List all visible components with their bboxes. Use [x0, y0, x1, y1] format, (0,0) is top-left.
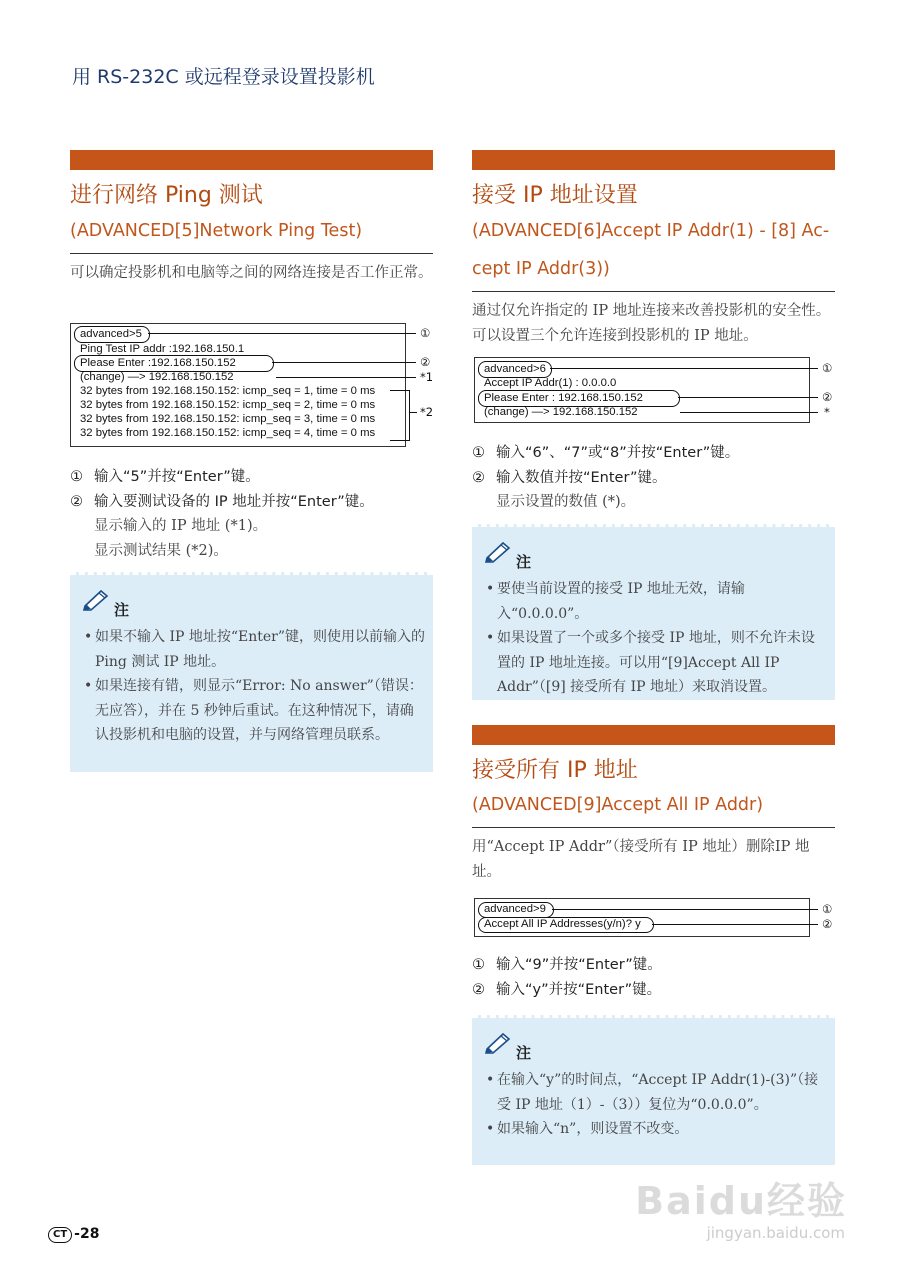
- note-heading: 注: [82, 589, 129, 616]
- note-list: [486, 1068, 827, 1142]
- terminal-line: advanced>5: [80, 328, 142, 340]
- marker-1: ①: [420, 326, 431, 340]
- steps-accept-ip: [472, 441, 842, 515]
- callout-line: [148, 333, 416, 334]
- bracket-line: [409, 412, 417, 413]
- pencil-icon: [484, 541, 514, 563]
- terminal-line: (change) —> 192.168.150.152: [80, 371, 234, 383]
- terminal-line: Accept All IP Addresses(y/n)? y: [484, 918, 641, 930]
- step-2: ② 输入“y”并按“Enter”键。: [472, 981, 662, 998]
- marker-2: ②: [822, 917, 833, 931]
- intro-accept-all: 用“Accept IP Addr”（接受所有 IP 地址）删除IP 地址。: [472, 839, 810, 880]
- terminal-line: (change) —> 192.168.150.152: [484, 406, 638, 418]
- section-title-ping: 进行网络 Ping 测试: [70, 183, 263, 208]
- terminal-line: Please Enter : 192.168.150.152: [484, 392, 643, 404]
- watermark-url: jingyan.baidu.com: [706, 1224, 845, 1242]
- terminal-accept-all: [474, 895, 844, 940]
- marker-star: *: [824, 405, 830, 419]
- terminal-line: advanced>6: [484, 363, 546, 375]
- note-list: [486, 577, 827, 700]
- watermark-logo: Baidu经验: [635, 1179, 847, 1223]
- note-box-accept-ip: [472, 524, 835, 700]
- step-2: ② 输入数值并按“Enter”键。: [472, 469, 667, 486]
- note-box-accept-all: [472, 1015, 835, 1165]
- terminal-ping: [70, 320, 440, 450]
- note-item: • 如果不输入 IP 地址按“Enter”键，则使用以前输入的 Ping 测试 IP 地址。: [84, 625, 425, 674]
- note-item: • 在输入“y”的时间点，“Accept IP Addr(1)-(3)”（接受 IP 地址（1）-（3））复位为“0.0.0.0”。: [486, 1068, 827, 1117]
- steps-accept-all: [472, 953, 842, 1002]
- step-2: ② 输入要测试设备的 IP 地址并按“Enter”键。: [70, 493, 374, 510]
- note-item: • 如果连接有错，则显示“Error: No answer”（错误：无应答），并在 5 秒钟后重试。在这种情况下，请确认投影机和电脑的设置，并与网络管理员联系。: [84, 674, 425, 748]
- note-list: [84, 625, 425, 748]
- step-1: ① 输入“9”并按“Enter”键。: [472, 957, 662, 973]
- bracket-line: [409, 390, 410, 441]
- callout-line: [550, 368, 818, 369]
- section-bar-accept-ip: [472, 150, 835, 170]
- marker-2: ②: [420, 355, 431, 369]
- step-sub: 显示设置的数值 (*)。: [496, 494, 636, 510]
- page-header: 用 RS-232C 或远程登录设置投影机: [72, 66, 375, 88]
- section-rule-accept-ip: [472, 291, 835, 292]
- page-number: CT -28: [48, 1226, 99, 1243]
- terminal-line: 32 bytes from 192.168.150.152: icmp_seq = 1, time = 0 ms: [80, 385, 376, 397]
- section-subtitle-ping: (ADVANCED[5]Network Ping Test): [70, 221, 363, 241]
- callout-line: [652, 924, 818, 925]
- callout-line: [680, 412, 818, 413]
- section-title-accept-all: 接受所有 IP 地址: [472, 758, 638, 783]
- callout-line: [552, 909, 818, 910]
- pencil-icon: [484, 1032, 514, 1054]
- section-rule-ping: [70, 253, 433, 254]
- marker-2: ②: [822, 390, 833, 404]
- terminal-line: Please Enter :192.168.150.152: [80, 357, 236, 369]
- marker-1: ①: [822, 902, 833, 916]
- note-item: • 要使当前设置的接受 IP 地址无效，请输入“0.0.0.0”。: [486, 577, 827, 626]
- bracket-line: [390, 390, 410, 391]
- step-sub: 显示输入的 IP 地址 (*1)。: [94, 518, 268, 534]
- pencil-icon: [82, 589, 112, 611]
- terminal-line: 32 bytes from 192.168.150.152: icmp_seq = 3, time = 0 ms: [80, 413, 376, 425]
- callout-line: [276, 377, 416, 378]
- section-subtitle-accept-ip-cont: cept IP Addr(3)): [472, 259, 610, 279]
- note-box-ping: [70, 572, 433, 772]
- marker-star1: *1: [420, 370, 434, 384]
- terminal-line: Ping Test IP addr :192.168.150.1: [80, 343, 245, 355]
- callout-line: [272, 362, 416, 363]
- section-subtitle-accept-ip: (ADVANCED[6]Accept IP Addr(1) - [8] Ac-: [472, 221, 830, 241]
- note-heading: 注: [484, 541, 531, 568]
- terminal-line: Accept IP Addr(1) : 0.0.0.0: [484, 377, 617, 389]
- terminal-line: 32 bytes from 192.168.150.152: icmp_seq = 2, time = 0 ms: [80, 399, 376, 411]
- ct-badge: CT: [48, 1227, 72, 1243]
- intro-ping: 可以确定投影机和电脑等之间的网络连接是否工作正常。: [70, 265, 433, 281]
- terminal-line: advanced>9: [484, 903, 546, 915]
- intro-accept-ip: 通过仅允许指定的 IP 地址连接来改善投影机的安全性。可以设置三个允许连接到投影机的 IP 地址。: [472, 303, 831, 344]
- section-bar-ping: [70, 150, 433, 170]
- terminal-line: 32 bytes from 192.168.150.152: icmp_seq = 4, time = 0 ms: [80, 427, 376, 439]
- callout-line: [678, 397, 818, 398]
- steps-ping: [70, 465, 440, 563]
- section-rule-accept-all: [472, 827, 835, 828]
- note-heading: 注: [484, 1032, 531, 1059]
- note-item: • 如果输入“n”，则设置不改变。: [486, 1117, 827, 1142]
- step-1: ① 输入“6”、“7”或“8”并按“Enter”键。: [472, 445, 740, 461]
- marker-1: ①: [822, 361, 833, 375]
- section-title-accept-ip: 接受 IP 地址设置: [472, 183, 638, 208]
- section-subtitle-accept-all: (ADVANCED[9]Accept All IP Addr): [472, 795, 764, 815]
- step-1: ① 输入“5”并按“Enter”键。: [70, 469, 260, 485]
- bracket-line: [390, 440, 410, 441]
- note-item: • 如果设置了一个或多个接受 IP 地址，则不允许未设置的 IP 地址连接。可以用“[9]Accept All IP Addr”（[9] 接受所有 IP 地址）来取消设置。: [486, 626, 827, 700]
- step-sub: 显示测试结果 (*2)。: [94, 542, 228, 559]
- terminal-accept-ip: [474, 354, 844, 424]
- section-bar-accept-all: [472, 725, 835, 745]
- marker-star2: *2: [420, 405, 434, 419]
